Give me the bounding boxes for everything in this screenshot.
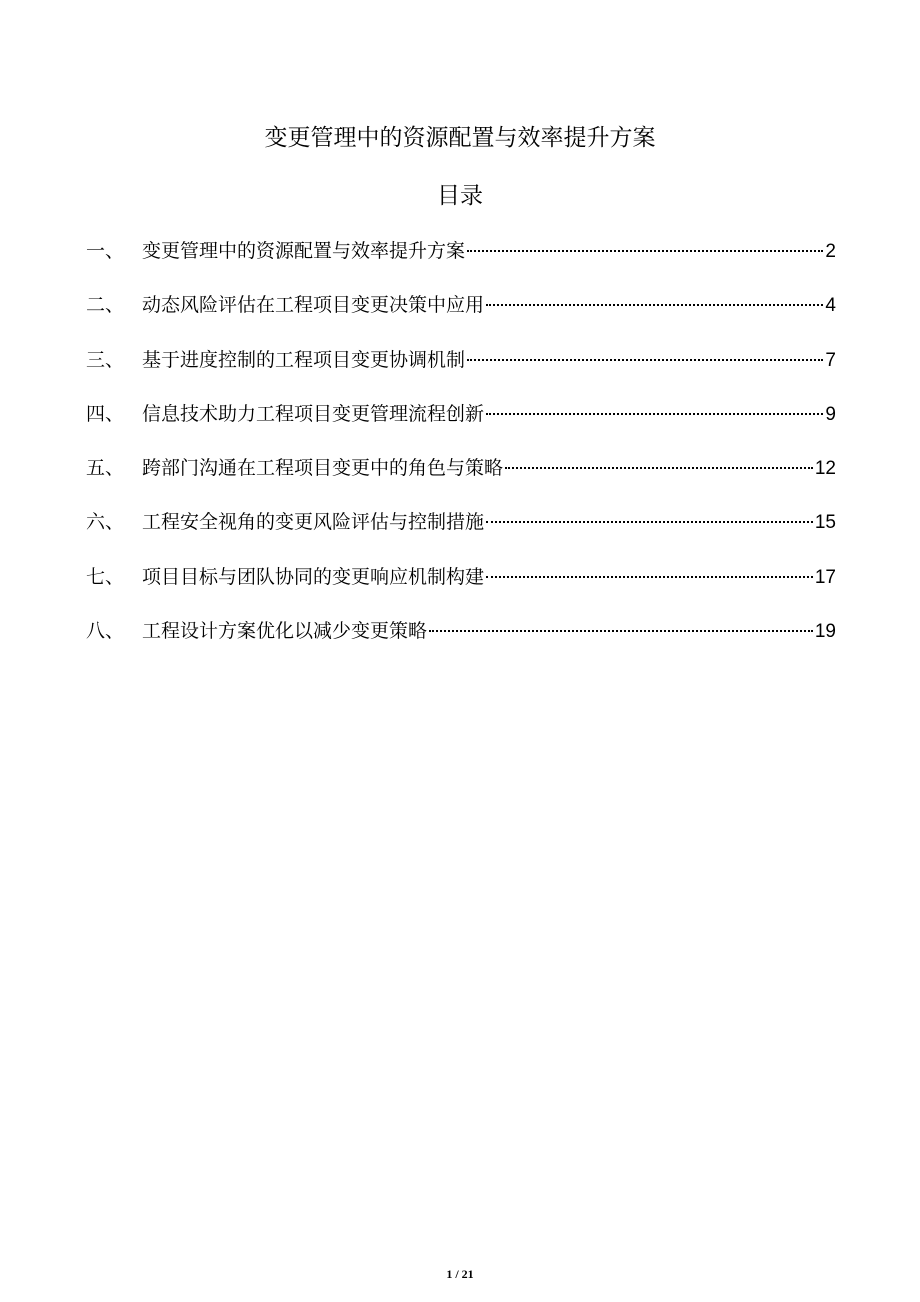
toc-dot-leader — [467, 250, 823, 252]
page-number-footer: 1 / 21 — [446, 1267, 474, 1281]
toc-entry[interactable] — [86, 560, 836, 614]
toc-dot-leader — [486, 521, 813, 523]
toc-entry[interactable] — [86, 451, 836, 505]
toc-entry-number: 一、 — [86, 240, 125, 262]
toc-entry-page: 7 — [825, 349, 836, 371]
toc-entry-page: 9 — [825, 403, 836, 425]
toc-entry-page: 12 — [814, 458, 836, 480]
toc-entry[interactable] — [86, 343, 836, 397]
toc-dot-leader — [486, 576, 813, 578]
toc-entry-page: 19 — [814, 621, 836, 643]
toc-dot-leader — [486, 413, 823, 415]
toc-entry-number: 四、 — [86, 402, 125, 425]
toc-entry-title: 项目目标与团队协同的变更响应机制构建 — [142, 565, 485, 588]
toc-entry-number: 八、 — [86, 620, 125, 643]
toc-entry-number: 二、 — [86, 294, 125, 317]
toc-entry[interactable] — [86, 288, 836, 342]
toc-entry-title: 变更管理中的资源配置与效率提升方案 — [142, 240, 466, 262]
toc-entry-number: 六、 — [86, 511, 125, 534]
toc-entry-number: 五、 — [86, 457, 125, 480]
toc-entry-page: 17 — [814, 566, 836, 588]
toc-dot-leader — [467, 359, 823, 361]
toc-dot-leader — [429, 630, 813, 632]
toc-entry-title: 基于进度控制的工程项目变更协调机制 — [142, 348, 466, 371]
toc-entry-page: 4 — [825, 295, 836, 317]
toc-entry-title: 动态风险评估在工程项目变更决策中应用 — [142, 294, 485, 317]
toc-entry-title: 信息技术助力工程项目变更管理流程创新 — [142, 402, 485, 425]
toc-entry[interactable] — [86, 234, 836, 288]
toc-entry-title: 工程设计方案优化以减少变更策略 — [142, 620, 428, 643]
toc-entry-title: 跨部门沟通在工程项目变更中的角色与策略 — [142, 457, 504, 480]
toc-entry[interactable] — [86, 505, 836, 559]
toc-entry-number: 七、 — [86, 565, 125, 588]
toc-entry-title: 工程安全视角的变更风险评估与控制措施 — [142, 511, 485, 534]
toc-entry-page: 15 — [814, 512, 836, 534]
toc-heading: 目录 — [437, 183, 483, 209]
toc-entry-page: 2 — [825, 241, 836, 262]
toc-entry-number: 三、 — [86, 348, 125, 371]
document-title: 变更管理中的资源配置与效率提升方案 — [264, 125, 656, 151]
toc-entry[interactable] — [86, 397, 836, 451]
toc-entry[interactable] — [86, 614, 836, 668]
toc-dot-leader — [486, 304, 823, 306]
toc-dot-leader — [505, 467, 813, 469]
table-of-contents — [86, 234, 836, 668]
